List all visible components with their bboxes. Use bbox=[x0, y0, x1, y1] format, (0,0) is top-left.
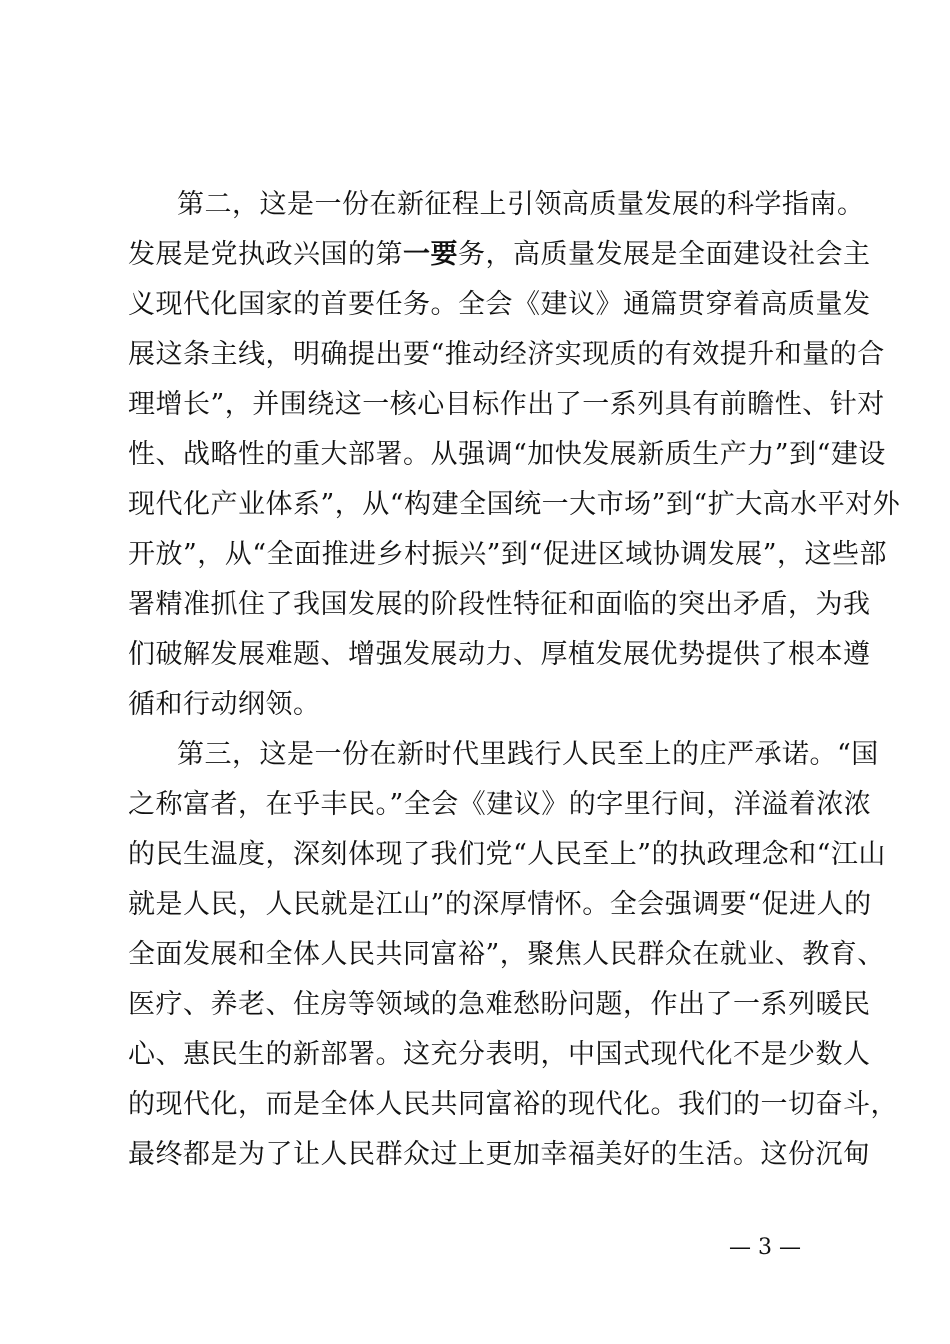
page-number: — 3 — bbox=[729, 1235, 801, 1260]
paragraph-1-emphasis: 一要 bbox=[403, 239, 458, 270]
paragraph-1-line-2 bbox=[128, 230, 871, 280]
paragraph-2-line-1: 第三，这是一份在新时代里践行人民至上的庄严承诺。“国 bbox=[177, 739, 879, 770]
paragraph-1-line-2-part-1: 发展是党执政兴国的第 bbox=[128, 239, 403, 270]
paragraph-1-line-7: 现代化产业体系”，从“构建全国统一大市场”到“扩大高水平对外 bbox=[128, 489, 901, 520]
paragraph-1-line-2-part-2: 务，高质量发展是全面建设社会主 bbox=[458, 239, 871, 270]
paragraph-1-line-3: 义现代化国家的首要任务。全会《建议》通篇贯穿着高质量发 bbox=[128, 289, 871, 320]
paragraph-1-line-1: 第二，这是一份在新征程上引领高质量发展的科学指南。 bbox=[177, 189, 865, 220]
paragraph-1-line-10: 们破解发展难题、增强发展动力、厚植发展优势提供了根本遵 bbox=[128, 639, 871, 670]
paragraph-2-line-7: 心、惠民生的新部署。这充分表明，中国式现代化不是少数人 bbox=[128, 1039, 871, 1070]
paragraph-1-line-8: 开放”，从“全面推进乡村振兴”到“促进区域协调发展”，这些部 bbox=[128, 539, 888, 570]
paragraph-1-line-4: 展这条主线，明确提出要“推动经济实现质的有效提升和量的合 bbox=[128, 339, 885, 370]
paragraph-2-line-4: 就是人民，人民就是江山”的深厚情怀。全会强调要“促进人的 bbox=[128, 889, 872, 920]
paragraph-2-line-8: 的现代化，而是全体人民共同富裕的现代化。我们的一切奋斗， bbox=[128, 1089, 898, 1120]
paragraph-1-line-6: 性、战略性的重大部署。从强调“加快发展新质生产力”到“建设 bbox=[128, 439, 886, 470]
paragraph-2-line-3: 的民生温度，深刻体现了我们党“人民至上”的执政理念和“江山 bbox=[128, 839, 886, 870]
paragraph-2-line-2: 之称富者，在乎丰民。”全会《建议》的字里行间，洋溢着浓浓 bbox=[128, 789, 872, 820]
paragraph-2-line-5: 全面发展和全体人民共同富裕”，聚焦人民群众在就业、教育、 bbox=[128, 939, 885, 970]
paragraph-2-line-9: 最终都是为了让人民群众过上更加幸福美好的生活。这份沉甸 bbox=[128, 1139, 871, 1170]
paragraph-1-line-11: 循和行动纲领。 bbox=[128, 689, 321, 720]
paragraph-1-line-9: 署精准抓住了我国发展的阶段性特征和面临的突出矛盾，为我 bbox=[128, 589, 871, 620]
paragraph-1-line-5: 理增长”，并围绕这一核心目标作出了一系列具有前瞻性、针对 bbox=[128, 389, 885, 420]
paragraph-2-line-6: 医疗、养老、住房等领域的急难愁盼问题，作出了一系列暖民 bbox=[128, 989, 871, 1020]
